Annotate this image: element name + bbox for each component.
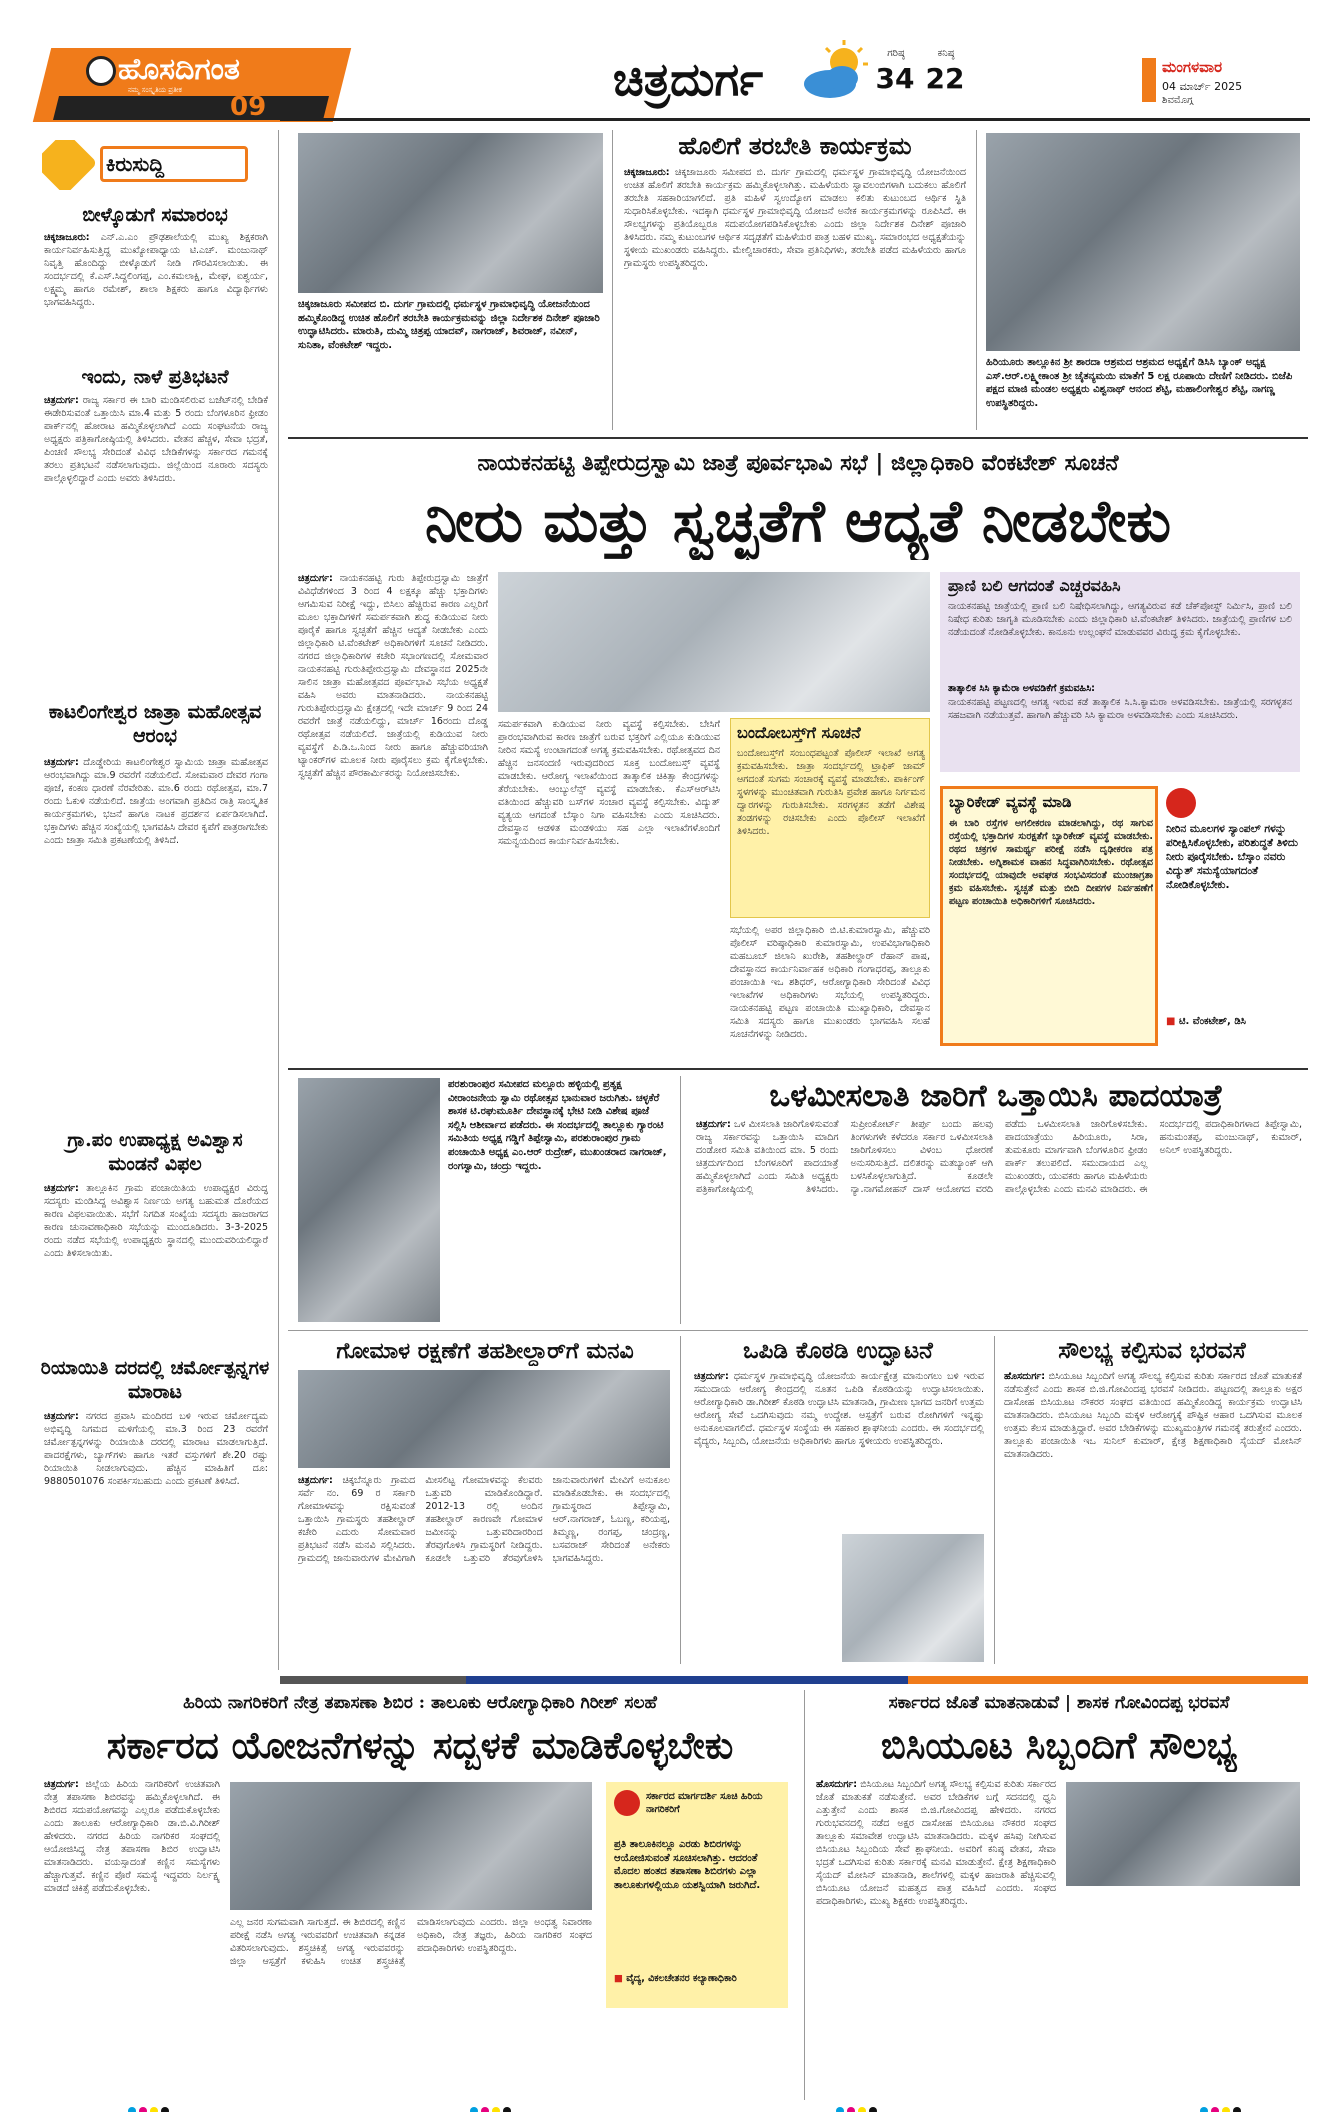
- bottom-left-col-2: ಎಲ್ಲ ಜನರ ಸುಗಮವಾಗಿ ಸಾಗುತ್ತದೆ. ಈ ಶಿಬಿರದಲ್ಲಿ ಕಣ್ಣಿನ ಪರೀಕ್ಷೆ ನಡೆಸಿ ಅಗತ್ಯ ಇರುವವರಿಗೆ ಉಚಿತವಾಗಿ ಕನ್ನಡಕ ವಿತರಿಸಲಾಗುವುದು. ಶಸ್ತ್ರಚಿಕಿತ್ಸೆ ಅಗತ್ಯ ಇರುವವರನ್ನು ಜಿಲ್ಲಾ ಆಸ್ಪತ್ರೆಗೆ ಕಳುಹಿಸಿ ಉಚಿತ ಶಸ್ತ್ರಚಿಕಿತ್ಸೆ ಮಾಡಿಸಲಾಗುವುದು ಎಂದರು. ಜಿಲ್ಲಾ ಅಂಧತ್ವ ನಿವಾರಣಾ ಅಧಿಕಾರಿ, ನೇತ್ರ ತಜ್ಞರು, ಹಿರಿಯ ನಾಗರಿಕರ ಸಂಘದ ಪದಾಧಿಕಾರಿಗಳು ಉಪಸ್ಥಿತರಿದ್ದರು.: [230, 1917, 592, 1967]
- sidebar-body-2: ರಾಜ್ಯ ಸರ್ಕಾರ ಈ ಬಾರಿ ಮಂಡಿಸಲಿರುವ ಬಜೆಟ್‌ನಲ್ಲಿ ಬೇಡಿಕೆ ಈಡೇರಿಸುವಂತೆ ಒತ್ತಾಯಿಸಿ ಮಾ.4 ಮತ್ತು 5 ರಂದು ಬೆಂಗಳೂರಿನ ಫ್ರೀಡಂ ಪಾರ್ಕ್‌ನಲ್ಲಿ ಹೋರಾಟ ಹಮ್ಮಿಕೊಳ್ಳಲಾಗಿದೆ ಎಂದು ಸಂಘಟನೆಯ ರಾಜ್ಯ ಅಧ್ಯಕ್ಷರು ಪತ್ರಿಕಾಗೋಷ್ಠಿಯಲ್ಲಿ ತಿಳಿಸಿದರು. ವೇತನ ಹೆಚ್ಚಳ, ಸೇವಾ ಭದ್ರತೆ, ಪಿಂಚಣಿ ಸೌಲಭ್ಯ ಸೇರಿದಂತೆ ವಿವಿಧ ಬೇಡಿಕೆಗಳನ್ನು ಸರ್ಕಾರದ ಗಮನಕ್ಕೆ ತರಲು ಪ್ರತಿಭಟನೆ ನಡೆಸಲಾಗುವುದು. ಜಿಲ್ಲೆಯಿಂದ ನೂರಾರು ಸದಸ್ಯರು ಪಾಲ್ಗೊಳ್ಳಲಿದ್ದಾರೆ ಎಂದು ಅವರು ತಿಳಿಸಿದರು.: [44, 395, 268, 484]
- sidebar-title-5: ರಿಯಾಯಿತಿ ದರದಲ್ಲಿ ಚರ್ಮೋತ್ಪನ್ನಗಳ ಮಾರಾಟ: [40, 1357, 270, 1403]
- kirusuddi-label: ಕಿರುಸುದ್ದಿ: [106, 152, 165, 176]
- bottom-left-col-1: [44, 1778, 220, 2104]
- day-label: ಮಂಗಳವಾರ: [1162, 58, 1223, 76]
- sidebar-dateline-2: ಚಿತ್ರದುರ್ಗ:: [44, 395, 79, 406]
- date-label: 04 ಮಾರ್ಚ್ 2025: [1162, 80, 1243, 93]
- registration-marks-4: [1200, 2100, 1260, 2112]
- registration-marks-2: [470, 2100, 530, 2112]
- bottom-band-dark: [280, 1676, 466, 1684]
- bandobast-text: ಬಂದೋಬಸ್ತ್‌ಗೆ ಸಂಬಂಧಪಟ್ಟಂತೆ ಪೊಲೀಸ್ ಇಲಾಖೆ ಅಗತ್ಯ ಕ್ರಮವಹಿಸಬೇಕು. ಜಾತ್ರಾ ಸಂದರ್ಭದಲ್ಲಿ ಟ್ರಾಫಿಕ್ ಜಾಮ್ ಆಗದಂತೆ ಸುಗಮ ಸಂಚಾರಕ್ಕೆ ವ್ಯವಸ್ಥೆ ಮಾಡಬೇಕು. ಪಾರ್ಕಿಂಗ್ ಸ್ಥಳಗಳನ್ನು ಮುಂಚಿತವಾಗಿ ಗುರುತಿಸಿ ಪ್ರವೇಶ ಹಾಗೂ ನಿರ್ಗಮನ ದ್ವಾರಗಳನ್ನು ಗುರುತಿಸಬೇಕು. ಸರಗಳ್ಳತನ ತಡೆಗೆ ವಿಶೇಷ ತಂಡಗಳನ್ನು ರಚಿಸಬೇಕು ಎಂದು ಪೊಲೀಸ್ ಇಲಾಖೆಗೆ ತಿಳಿಸಿದರು.: [737, 748, 925, 837]
- lead-col-1: [298, 572, 488, 1062]
- gomala-body: ಚಿಕ್ಕಬೆನ್ನೂರು ಗ್ರಾಮದ ಸರ್ವೆ ನಂ. 69 ರ ಸರ್ಕಾರಿ ಗೋಮಾಳವನ್ನು ರಕ್ಷಿಸುವಂತೆ ಒತ್ತಾಯಿಸಿ ಗ್ರಾಮಸ್ಥರು ತಹಶೀಲ್ದಾರ್ ಕಚೇರಿ ಎದುರು ಸೋಮವಾರ ಪ್ರತಿಭಟನೆ ನಡೆಸಿ ಮನವಿ ಸಲ್ಲಿಸಿದರು. ಗ್ರಾಮದಲ್ಲಿ ಜಾನುವಾರುಗಳ ಮೇವಿಗಾಗಿ ಮೀಸಲಿಟ್ಟ ಗೋಮಾಳವನ್ನು ಕೆಲವರು ಒತ್ತುವರಿ ಮಾಡಿಕೊಂಡಿದ್ದಾರೆ. 2012-13 ರಲ್ಲಿ ಅಂದಿನ ತಹಶೀಲ್ದಾರ್ ಕಾರಣವೇ ಗೋಮಾಳ ಜಮೀನನ್ನು ಒತ್ತುವರಿದಾರರಿಂದ ತೆರವುಗೊಳಿಸಿ ಗ್ರಾಮಸ್ಥರಿಗೆ ನೀಡಿದ್ದರು. ಕೂಡಲೇ ಒತ್ತುವರಿ ತೆರವುಗೊಳಿಸಿ ಜಾನುವಾರುಗಳಿಗೆ ಮೇವಿಗೆ ಅನುಕೂಲ ಮಾಡಿಕೊಡಬೇಕು. ಈ ಸಂದರ್ಭದಲ್ಲಿ ಗ್ರಾಮಸ್ಥರಾದ ತಿಪ್ಪೇಸ್ವಾಮಿ, ಆರ್.ನಾಗರಾಜ್, ಓಬಣ್ಣ, ಕರಿಯಪ್ಪ, ತಿಮ್ಮಣ್ಣ, ರಂಗಪ್ಪ, ಚಂದ್ರಣ್ಣ, ಬಸವರಾಜ್ ಸೇರಿದಂತೆ ಅನೇಕರು ಭಾಗವಹಿಸಿದ್ದರು.: [298, 1475, 670, 1564]
- bottom-left-kicker: ಹಿರಿಯ ನಾಗರಿಕರಿಗೆ ನೇತ್ರ ತಪಾಸಣಾ ಶಿಬಿರ : ತಾಲೂಕು ಆರೋಗ್ಯಾಧಿಕಾರಿ ಗಿರೀಶ್ ಸಲಹೆ: [183, 1693, 657, 1713]
- top-middle-title: ಹೊಲಿಗೆ ತರಬೇತಿ ಕಾರ್ಯಕ್ರಮ: [678, 131, 912, 160]
- bottom-left-photo: [230, 1782, 592, 1910]
- top-left-photo: [298, 133, 603, 293]
- logo-tagline: ನಮ್ಮ ಸಂಸ್ಕೃತಿಯ ಪ್ರತೀಕ: [128, 86, 182, 94]
- olameesalati-dateline: ಚಿತ್ರದುರ್ಗ:: [696, 1119, 731, 1130]
- bandobast-title: ಬಂದೋಬಸ್ತ್‌ಗೆ ಸೂಚನೆ: [737, 723, 861, 742]
- chariot-photo: [298, 1078, 440, 1322]
- sidebar-text-1: [44, 231, 268, 366]
- sidebar-body-5: ನಗರದ ಪ್ರವಾಸಿ ಮಂದಿರದ ಬಳಿ ಇರುವ ಚರ್ಮೋದ್ಯಮ ಅಭಿವೃದ್ಧಿ ನಿಗಮದ ಮಳಿಗೆಯಲ್ಲಿ ಮಾ.3 ರಿಂದ 23 ರವರೆಗೆ ಚರ್ಮೋತ್ಪನ್ನಗಳನ್ನು ರಿಯಾಯಿತಿ ದರದಲ್ಲಿ ಮಾರಾಟ ಮಾಡಲಾಗುತ್ತಿದೆ. ಪಾದರಕ್ಷೆಗಳು, ಬ್ಯಾಗ್‌ಗಳು ಹಾಗೂ ಇತರೆ ವಸ್ತುಗಳಿಗೆ ಶೇ.20 ರಷ್ಟು ರಿಯಾಯಿತಿ ನೀಡಲಾಗುವುದು. ಹೆಚ್ಚಿನ ಮಾಹಿತಿಗೆ ದೂ: 9880501076 ಸಂಪರ್ಕಿಸಬಹುದು ಎಂದು ಪ್ರಕಟಣೆ ತಿಳಿಸಿದೆ.: [44, 1411, 268, 1487]
- sidebar-title-3: ಕಾಟಲಿಂಗೇಶ್ವರ ಜಾತ್ರಾ ಮಹೋತ್ಸವ ಆರಂಭ: [48, 701, 262, 747]
- lead-headline: ನೀರು ಮತ್ತು ಸ್ವಚ್ಛತೆಗೆ ಆದ್ಯತೆ ನೀಡಬೇಕು: [424, 487, 1172, 555]
- masthead-rule: [280, 118, 1310, 121]
- divider-mid-3: [994, 1336, 995, 1664]
- gomala-dateline: ಚಿತ್ರದುರ್ಗ:: [298, 1475, 333, 1486]
- bottom-band-orange: [908, 1676, 1308, 1684]
- top-middle-dateline: ಚಿಕ್ಕಜಾಜೂರು:: [624, 167, 670, 178]
- lead-dateline: ಚಿತ್ರದುರ್ಗ:: [298, 573, 333, 584]
- registration-marks-3: [836, 2100, 896, 2112]
- bottom-right-photo: [1066, 1782, 1300, 1886]
- divider-top-1: [612, 130, 613, 430]
- sidebar-text-4: [44, 1182, 268, 1352]
- prani-title: ಪ್ರಾಣಿ ಬಲಿ ಆಗದಂತೆ ಎಚ್ಚರವಹಿಸಿ: [948, 576, 1121, 595]
- barricade-box: [940, 786, 1158, 1046]
- bottom-right-kicker: ಸರ್ಕಾರದ ಜೊತೆ ಮಾತನಾಡುವೆ | ಶಾಸಕ ಗೋವಿಂದಪ್ಪ ಭರವಸೆ: [888, 1693, 1230, 1713]
- quote-author-marker: ■: [1166, 1016, 1179, 1027]
- lead-col-3: ಸಭೆಯಲ್ಲಿ ಅಪರ ಜಿಲ್ಲಾಧಿಕಾರಿ ಬಿ.ಟಿ.ಕುಮಾರಸ್ವಾಮಿ, ಹೆಚ್ಚುವರಿ ಪೊಲೀಸ್ ವರಿಷ್ಠಾಧಿಕಾರಿ ಕುಮಾರಸ್ವಾಮಿ, ಉಪವಿಭಾಗಾಧಿಕಾರಿ ಮಹಬೂಬ್ ಜಿಲಾನಿ ಖುರೇಶಿ, ತಹಶೀಲ್ದಾರ್ ರೆಹಾನ್ ಪಾಷ, ದೇವಸ್ಥಾನದ ಕಾರ್ಯನಿರ್ವಾಹಕ ಅಧಿಕಾರಿ ಗಂಗಾಧರಪ್ಪ, ತಾಲ್ಲೂಕು ಪಂಚಾಯಿತಿ ಇಒ ಶಶಿಧರ್, ಆರೋಗ್ಯಾಧಿಕಾರಿ ಸೇರಿದಂತೆ ವಿವಿಧ ಇಲಾಖೆಗಳ ಅಧಿಕಾರಿಗಳು ಸಭೆಯಲ್ಲಿ ಉಪಸ್ಥಿತರಿದ್ದರು. ನಾಯಕನಹಟ್ಟಿ ಪಟ್ಟಣ ಪಂಚಾಯಿತಿ ಮುಖ್ಯಾಧಿಕಾರಿ, ದೇವಸ್ಥಾನ ಸಮಿತಿ ಸದಸ್ಯರು ಹಾಗೂ ಮುಖಂಡರು ಭಾಗವಹಿಸಿ ಸಲಹೆ ಸೂಚನೆಗಳನ್ನು ನೀಡಿದರು.: [730, 925, 930, 1040]
- sidebar-divider: [278, 130, 279, 1670]
- kirusuddi-badge: [42, 140, 252, 190]
- quote-box: [1166, 786, 1300, 1046]
- barricade-text: ಈ ಬಾರಿ ರಸ್ತೆಗಳ ಅಗಲೀಕರಣ ಮಾಡಲಾಗಿದ್ದು, ರಥ ಸಾಗುವ ರಸ್ತೆಯಲ್ಲಿ ಭಕ್ತಾದಿಗಳ ಸುರಕ್ಷತೆಗೆ ಬ್ಯಾರಿಕೇಡ್ ವ್ಯವಸ್ಥೆ ಮಾಡಬೇಕು. ರಥದ ಚಕ್ರಗಳ ಸಾಮರ್ಥ್ಯ ಪರೀಕ್ಷೆ ನಡೆಸಿ ದೃಢೀಕರಣ ಪತ್ರ ನೀಡಬೇಕು. ಅಗ್ನಿಶಾಮಕ ವಾಹನ ಸಿದ್ಧವಾಗಿರಿಸಬೇಕು. ರಥೋತ್ಸವ ಸಂದರ್ಭದಲ್ಲಿ ಯಾವುದೇ ಅವಘಡ ಸಂಭವಿಸದಂತೆ ಮುಂಜಾಗ್ರತಾ ಕ್ರಮ ವಹಿಸಬೇಕು. ಸ್ವಚ್ಛತೆ ಮತ್ತು ಬೀದಿ ದೀಪಗಳ ನಿರ್ವಹಣೆಗೆ ಪಟ್ಟಣ ಪಂಚಾಯಿತಿ ಅಧಿಕಾರಿಗಳಿಗೆ ಸೂಚಿಸಿದರು.: [949, 818, 1153, 907]
- bottom-left-headline: ಸರ್ಕಾರದ ಯೋಜನೆಗಳನ್ನು ಸದ್ಬಳಕೆ ಮಾಡಿಕೊಳ್ಳಬೇಕು: [106, 1723, 734, 1767]
- sidebar-dateline-5: ಚಿತ್ರದುರ್ಗ:: [44, 1411, 79, 1422]
- divider-row-2: [288, 1068, 1308, 1070]
- divider-top-2: [976, 130, 977, 430]
- sidebar-body-1: ಎನ್.ಎ.ಎಂ ಪ್ರೌಢಶಾಲೆಯಲ್ಲಿ ಮುಖ್ಯ ಶಿಕ್ಷಕರಾಗಿ ಕಾರ್ಯನಿರ್ವಹಿಸುತ್ತಿದ್ದ ಮುಖ್ಯೋಪಾಧ್ಯಾಯ ಟಿ.ಎಚ್. ಮಂಜುನಾಥ್ ನಿವೃತ್ತಿ ಹೊಂದಿದ್ದು ಬೀಳ್ಕೊಡುಗೆ ನೀಡಿ ಗೌರವಿಸಲಾಯಿತು. ಈ ಸಂದರ್ಭದಲ್ಲಿ ಕೆ.ಎಸ್.ಸಿದ್ದಲಿಂಗಪ್ಪ, ಎಂ.ಕಮಲಾಕ್ಷಿ, ಮೇಘ, ಐಶ್ವರ್ಯ, ಲಕ್ಷ್ಮಮ್ಮ ಹಾಗೂ ರಮೇಶ್, ಶಾಲಾ ಶಿಕ್ಷಕರು ಹಾಗೂ ವಿದ್ಯಾರ್ಥಿಗಳು ಭಾಗವಹಿಸಿದ್ದರು.: [44, 232, 268, 308]
- bottom-box-author: [614, 1972, 782, 2002]
- saulabhya-title: ಸೌಲಭ್ಯ ಕಲ್ಪಿಸುವ ಭರವಸೆ: [1058, 1337, 1246, 1364]
- masthead: [0, 0, 1339, 122]
- saulabhya-body: ಬಿಸಿಯೂಟ ಸಿಬ್ಬಂದಿಗೆ ಅಗತ್ಯ ಸೌಲಭ್ಯ ಕಲ್ಪಿಸುವ ಕುರಿತು ಸರ್ಕಾರದ ಜೊತೆ ಮಾತುಕತೆ ನಡೆಸುತ್ತೇನೆ ಎಂದು ಶಾಸಕ ಬಿ.ಜಿ.ಗೋವಿಂದಪ್ಪ ಭರವಸೆ ನೀಡಿದರು. ಪಟ್ಟಣದಲ್ಲಿ ತಾಲ್ಲೂಕು ಅಕ್ಷರ ದಾಸೋಹ ಬಿಸಿಯೂಟ ನೌಕರರ ಸಂಘದ ವತಿಯಿಂದ ಹಮ್ಮಿಕೊಂಡಿದ್ದ ಕಾರ್ಯಕ್ರಮ ಉದ್ಘಾಟಿಸಿ ಮಾತನಾಡಿದರು. ಬಿಸಿಯೂಟ ಸಿಬ್ಬಂದಿ ಮಕ್ಕಳ ಆರೋಗ್ಯಕ್ಕೆ ಪೌಷ್ಟಿಕ ಆಹಾರ ಒದಗಿಸುವ ಮೂಲಕ ಉತ್ತಮ ಕೆಲಸ ಮಾಡುತ್ತಿದ್ದಾರೆ. ಅವರ ಬೇಡಿಕೆಗಳನ್ನು ಮುಖ್ಯಮಂತ್ರಿಗಳ ಗಮನಕ್ಕೆ ತರುತ್ತೇನೆ ಎಂದರು. ತಾಲ್ಲೂಕು ಪಂಚಾಯಿತಿ ಇಒ ಸುನಿಲ್ ಕುಮಾರ್, ಕ್ಷೇತ್ರ ಶಿಕ್ಷಣಾಧಿಕಾರಿ ಸೈಯದ್ ಮೋಸಿನ್ ಮಾತನಾಡಿದರು.: [1004, 1371, 1302, 1460]
- opd-title: ಒಪಿಡಿ ಕೊಠಡಿ ಉದ್ಘಾಟನೆ: [743, 1337, 933, 1364]
- place-label: ಶಿವಮೊಗ್ಗ: [1162, 95, 1194, 106]
- lead-col-1-body: ನಾಯಕನಹಟ್ಟಿ ಗುರು ತಿಪ್ಪೇರುದ್ರಸ್ವಾಮಿ ಜಾತ್ರೆಗೆ ವಿವಿಧೆಡೆಗಳಿಂದ 3 ರಿಂದ 4 ಲಕ್ಷಕ್ಕೂ ಹೆಚ್ಚು ಭಕ್ತಾದಿಗಳು ಆಗಮಿಸುವ ನಿರೀಕ್ಷೆ ಇದ್ದು, ಬಿಸಿಲು ಹೆಚ್ಚಿರುವ ಕಾರಣ ಎಲ್ಲರಿಗೆ ಮೂಲ ಭಕ್ತಾದಿಗಳಿಗೆ ಸಮರ್ಪಕವಾಗಿ ಶುದ್ಧ ಕುಡಿಯುವ ನೀರು ಪೂರೈಕೆ ಹಾಗೂ ಸ್ವಚ್ಛತೆಗೆ ಹೆಚ್ಚಿನ ಆದ್ಯತೆ ನೀಡಬೇಕು ಎಂದು ಜಿಲ್ಲಾಧಿಕಾರಿ ಟಿ.ವೆಂಕಟೇಶ್ ಅಧಿಕಾರಿಗಳಿಗೆ ಸೂಚನೆ ನೀಡಿದರು. ನಗರದ ಜಿಲ್ಲಾಧಿಕಾರಿಗಳ ಕಚೇರಿ ಸಭಾಂಗಣದಲ್ಲಿ ಸೋಮವಾರ ನಾಯಕನಹಟ್ಟಿ ಗುರುತಿಪ್ಪೇರುದ್ರಸ್ವಾಮಿ ದೇವಸ್ಥಾನದ 2025ನೇ ಸಾಲಿನ ಜಾತ್ರಾ ಮಹೋತ್ಸವದ ಪೂರ್ವಭಾವಿ ಸಭೆಯ ಅಧ್ಯಕ್ಷತೆ ವಹಿಸಿ ಅವರು ಮಾತನಾಡಿದರು. ನಾಯಕನಹಟ್ಟಿ ಗುರುತಿಪ್ಪೇರುದ್ರಸ್ವಾಮಿ ಕ್ಷೇತ್ರದಲ್ಲಿ ಇದೇ ಮಾರ್ಚ್ 9 ರಿಂದ 24 ರವರೆಗೆ ಜಾತ್ರೆ ನಡೆಯಲಿದ್ದು, ಮಾರ್ಚ್ 16ರಂದು ದೊಡ್ಡ ರಥೋತ್ಸವ ನಡೆಯಲಿದೆ. ಜಾತ್ರೆಯಲ್ಲಿ ಕುಡಿಯುವ ನೀರು ವ್ಯವಸ್ಥೆಗೆ ಪಿ.ಡಿ.ಒ.ನಿಂದ ನೀರು ಹಾಗೂ ಹೆಚ್ಚುವರಿಯಾಗಿ ಟ್ಯಾಂಕರ್‌ಗಳ ಮೂಲಕ ನೀರು ಪೂರೈಸಲು ಕ್ರಮ ಕೈಗೊಳ್ಳಬೇಕು. ಸ್ವಚ್ಛತೆಗೆ ಹೆಚ್ಚಿನ ಪೌರಕಾರ್ಮಿಕರನ್ನು ನಿಯೋಜಿಸಬೇಕು.: [298, 573, 488, 779]
- bottom-box-title: ಸರ್ಕಾರದ ಮಾರ್ಗದರ್ಶಿ ಸೂಚಿ ಹಿರಿಯ ನಾಗರಿಕರಿಗೆ: [646, 1791, 763, 1815]
- chariot-caption: ಪರಶುರಾಂಪುರ ಸಮೀಪದ ಮಲ್ಲೂರು ಹಳ್ಳಿಯಲ್ಲಿ ಪ್ರತ್ಯಕ್ಷ ವೀರಾಂಜನೇಯ ಸ್ವಾಮಿ ರಥೋತ್ಸವ ಭಾನುವಾರ ಜರುಗಿತು. ಚಳ್ಳಕೆರೆ ಶಾಸಕ ಟಿ.ರಘುಮೂರ್ತಿ ದೇವಸ್ಥಾನಕ್ಕೆ ಭೇಟಿ ನೀಡಿ ವಿಶೇಷ ಪೂಜೆ ಸಲ್ಲಿಸಿ ಆಶೀರ್ವಾದ ಪಡೆದರು. ಈ ಸಂದರ್ಭದಲ್ಲಿ ತಾಲ್ಲೂಕು ಗ್ಯಾರಂಟಿ ಸಮಿತಿಯ ಅಧ್ಯಕ್ಷ ಗಡ್ಡಿಗೆ ತಿಪ್ಪೇಸ್ವಾಮಿ, ಪರಶುರಾಂಪುರ ಗ್ರಾಮ ಪಂಚಾಯಿತಿ ಅಧ್ಯಕ್ಷ ಎಂ.ಆರ್ ರುದ್ರೇಶ್, ಮುಖಂಡರಾದ ನಾಗರಾಜ್, ರಂಗಸ್ವಾಮಿ, ಚಂದ್ರು ಇದ್ದರು.: [448, 1079, 667, 1172]
- saulabhya-dateline: ಹೊಸದುರ್ಗ:: [1004, 1371, 1046, 1382]
- bandobast-box: [730, 718, 930, 918]
- lead-photo: [498, 572, 930, 712]
- lead-col-2: ಸಮರ್ಪಕವಾಗಿ ಕುಡಿಯುವ ನೀರು ವ್ಯವಸ್ಥೆ ಕಲ್ಪಿಸಬೇಕು. ಬೇಸಿಗೆ ಪ್ರಾರಂಭವಾಗಿರುವ ಕಾರಣ ಜಾತ್ರೆಗೆ ಬರುವ ಭಕ್ತರಿಗೆ ಎಲ್ಲಿಯೂ ಕುಡಿಯುವ ನೀರಿನ ಸಮಸ್ಯೆ ಉಂಟಾಗದಂತೆ ಅಗತ್ಯ ಕ್ರಮವಹಿಸಬೇಕು. ರಥೋತ್ಸವದ ದಿನ ಹೆಚ್ಚಿನ ಜನಸಂದಣಿ ಇರುವುದರಿಂದ ಸೂಕ್ತ ಬಂದೋಬಸ್ತ್ ವ್ಯವಸ್ಥೆ ಮಾಡಬೇಕು. ಆರೋಗ್ಯ ಇಲಾಖೆಯಿಂದ ತಾತ್ಕಾಲಿಕ ಚಿಕಿತ್ಸಾ ಕೇಂದ್ರಗಳನ್ನು ತೆರೆಯಬೇಕು. ಆಂಬ್ಯುಲೆನ್ಸ್ ವ್ಯವಸ್ಥೆ ಮಾಡಬೇಕು. ಕೆಎಸ್‌ಆರ್‌ಟಿಸಿ ವತಿಯಿಂದ ಹೆಚ್ಚುವರಿ ಬಸ್‌ಗಳ ಸಂಚಾರ ವ್ಯವಸ್ಥೆ ಕಲ್ಪಿಸಬೇಕು. ವಿದ್ಯುತ್ ವ್ಯತ್ಯಯ ಆಗದಂತೆ ಬೆಸ್ಕಾಂ ನಿಗಾ ವಹಿಸಬೇಕು ಎಂದು ಸೂಚಿಸಿದರು. ದೇವಸ್ಥಾನ ಆಡಳಿತ ಮಂಡಳಿಯು ಸಹ ಎಲ್ಲಾ ಇಲಾಖೆಗಳೊಂದಿಗೆ ಸಮನ್ವಯದಿಂದ ಕಾರ್ಯನಿರ್ವಹಿಸಬೇಕು.: [498, 719, 720, 847]
- sidebar-text-5: [44, 1410, 268, 1640]
- bottom-right-body: ಬಿಸಿಯೂಟ ಸಿಬ್ಬಂದಿಗೆ ಅಗತ್ಯ ಸೌಲಭ್ಯ ಕಲ್ಪಿಸುವ ಕುರಿತು ಸರ್ಕಾರದ ಜೊತೆ ಮಾತುಕತೆ ನಡೆಸುತ್ತೇನೆ. ಅವರ ಬೇಡಿಕೆಗಳ ಬಗ್ಗೆ ಸದನದಲ್ಲಿ ಧ್ವನಿ ಎತ್ತುತ್ತೇನೆ ಎಂದು ಶಾಸಕ ಬಿ.ಜಿ.ಗೋವಿಂದಪ್ಪ ಹೇಳಿದರು. ನಗರದ ಗುರುಭವನದಲ್ಲಿ ನಡೆದ ಅಕ್ಷರ ದಾಸೋಹ ಬಿಸಿಯೂಟ ನೌಕರರ ಸಂಘದ ತಾಲ್ಲೂಕು ಸಮಾವೇಶ ಉದ್ಘಾಟಿಸಿ ಮಾತನಾಡಿದರು. ಮಕ್ಕಳ ಹಸಿವು ನೀಗಿಸುವ ಬಿಸಿಯೂಟ ಸಿಬ್ಬಂದಿಯ ಸೇವೆ ಶ್ಲಾಘನೀಯ. ಅವರಿಗೆ ಕನಿಷ್ಠ ವೇತನ, ಸೇವಾ ಭದ್ರತೆ ಒದಗಿಸುವ ಕುರಿತು ಸರ್ಕಾರಕ್ಕೆ ಮನವಿ ಮಾಡುತ್ತೇನೆ. ಕ್ಷೇತ್ರ ಶಿಕ್ಷಣಾಧಿಕಾರಿ ಸೈಯದ್ ಮೋಸಿನ್ ಮಾತನಾಡಿ, ಶಾಲೆಗಳಲ್ಲಿ ಮಕ್ಕಳ ಹಾಜರಾತಿ ಹೆಚ್ಚಿಸುವಲ್ಲಿ ಬಿಸಿಯೂಟ ಯೋಜನೆ ಮಹತ್ವದ ಪಾತ್ರ ವಹಿಸಿದೆ ಎಂದರು. ಸಂಘದ ಪದಾಧಿಕಾರಿಗಳು, ಮುಖ್ಯ ಶಿಕ್ಷಕರು ಉಪಸ್ಥಿತರಿದ್ದರು.: [816, 1779, 1056, 1907]
- quote-text: ನೀರಿನ ಮೂಲಗಳ ಸ್ಯಾಂಪಲ್ ಗಳನ್ನು ಪರೀಕ್ಷಿಸಿಕೊಳ್ಳಬೇಕು, ಪರಿಶುದ್ಧತೆ ತಿಳಿದು ನೀರು ಪೂರೈಸಬೇಕು. ಬೆಸ್ಕಾಂ ನವರು ವಿದ್ಯುತ್ ಸಮಸ್ಯೆಯಾಗದಂತೆ ನೋಡಿಕೊಳ್ಳಬೇಕು.: [1166, 823, 1298, 891]
- opd-dateline: ಚಿತ್ರದುರ್ಗ:: [694, 1371, 729, 1382]
- top-middle-text: [624, 166, 966, 428]
- sidebar-title-4: ಗ್ರಾ.ಪಂ ಉಪಾಧ್ಯಕ್ಷ ಅವಿಶ್ವಾಸ ಮಂಡನೆ ವಿಫಲ: [67, 1129, 243, 1175]
- sidebar-text-2: [44, 394, 268, 690]
- gomala-text: [298, 1474, 670, 1664]
- prani-text-2: ನಾಯಕನಹಟ್ಟಿ ಪಟ್ಟಣದಲ್ಲಿ ಆಗತ್ಯ ಇರುವ ಕಡೆ ತಾತ್ಕಾಲಿಕ ಸಿ.ಸಿ.ಕ್ಯಾಮರಾ ಅಳವಡಿಸಬೇಕು. ಜಾತ್ರೆಯಲ್ಲಿ ಸರಗಳ್ಳತನ ಸಹಜವಾಗಿ ನಡೆಯುತ್ತವೆ. ಹಾಗಾಗಿ ಹೆಚ್ಚುವರಿ ಸಿಸಿ ಕ್ಯಾಮರಾ ಅಳವಡಿಸಬೇಕು ಎಂದು ಸೂಚಿಸಿದರು.: [948, 697, 1292, 721]
- top-left-caption: ಚಿಕ್ಕಜಾಜೂರು ಸಮೀಪದ ಬಿ. ದುರ್ಗ ಗ್ರಾಮದಲ್ಲಿ ಧರ್ಮಸ್ಥಳ ಗ್ರಾಮಾಭಿವೃದ್ಧಿ ಯೋಜನೆಯಿಂದ ಹಮ್ಮಿಕೊಂಡಿದ್ದ ಉಚಿತ ಹೊಲಿಗೆ ತರಬೇತಿ ಕಾರ್ಯಕ್ರಮವನ್ನು ಜಿಲ್ಲಾ ನಿರ್ದೇಶಕ ದಿನೇಶ್ ಪೂಜಾರಿ ಉದ್ಘಾಟಿಸಿದರು. ಮಾರುತಿ, ದುಮ್ಮಿ ಚಿತ್ರಪ್ಪ ಯಾದವ್, ನಾಗರಾಜ್, ಶಿವರಾಜ್, ನವೀನ್, ಸುನಿತಾ, ವೆಂಕಟೇಶ್ ಇದ್ದರು.: [298, 299, 600, 351]
- sidebar-title-1: ಬೀಳ್ಕೊಡುಗೆ ಸಮಾರಂಭ: [82, 204, 228, 226]
- max-temp-label: ಗರಿಷ್ಠ: [887, 48, 905, 59]
- bottom-box-text: ಪ್ರತಿ ತಾಲೂಕಿನಲ್ಲೂ ಎರಡು ಶಿಬಿರಗಳನ್ನು ಆಯೋಜಿಸುವಂತೆ ಸೂಚಿಸಲಾಗಿತ್ತು. ಆದರಂತೆ ಮೊದಲ ಹಂತದ ತಪಾಸಣಾ ಶಿಬಿರಗಳು ಎಲ್ಲಾ ತಾಲೂಕುಗಳಲ್ಲಿಯೂ ಯಶಸ್ವಿಯಾಗಿ ಜರುಗಿದೆ.: [614, 1839, 761, 1891]
- divider-mid-1: [680, 1076, 681, 1324]
- prani-text: ನಾಯಕನಹಟ್ಟಿ ಜಾತ್ರೆಯಲ್ಲಿ ಪ್ರಾಣಿ ಬಲಿ ನಿಷೇಧಿಸಲಾಗಿದ್ದು, ಆಗತ್ಯವಿರುವ ಕಡೆ ಚೆಕ್‌ಪೋಸ್ಟ್ ನಿರ್ಮಿಸಿ, ಪ್ರಾಣಿ ಬಲಿ ನಿಷೇಧ ಕುರಿತು ಜಾಗೃತಿ ಮೂಡಿಸಬೇಕು ಎಂದು ಜಿಲ್ಲಾಧಿಕಾರಿ ಟಿ.ವೆಂಕಟೇಶ್ ತಿಳಿಸಿದರು. ಜಾತ್ರೆಯಲ್ಲಿ ಪ್ರಾಣಿಗಳ ಬಲಿ ನಡೆಯದಂತೆ ನೋಡಿಕೊಳ್ಳಬೇಕು. ಕಾನೂನು ಉಲ್ಲಂಘನೆ ಮಾಡುವವರ ವಿರುದ್ಧ ಕ್ರಮ ಕೈಗೊಳ್ಳಬೇಕು.: [948, 601, 1292, 638]
- max-temp: 34: [875, 62, 915, 95]
- bottom-box-author-name: ವೈದ್ಯ, ವಿಕಲಚೇತನರ ಕಲ್ಯಾಣಾಧಿಕಾರಿ: [626, 1973, 737, 1984]
- quote-author: [1166, 1016, 1300, 1032]
- bottom-box-icon: [614, 1790, 640, 1816]
- bottom-band-blue: [466, 1676, 908, 1684]
- lead-kicker: ನಾಯಕನಹಟ್ಟಿ ತಿಪ್ಪೇರುದ್ರಸ್ವಾಮಿ ಜಾತ್ರೆ ಪೂರ್ವಭಾವಿ ಸಭೆ | ಜಿಲ್ಲಾಧಿಕಾರಿ ವೆಂಕಟೇಶ್ ಸೂಚನೆ: [477, 450, 1119, 476]
- bottom-left-col-1-body: ಜಿಲ್ಲೆಯ ಹಿರಿಯ ನಾಗರಿಕರಿಗೆ ಉಚಿತವಾಗಿ ನೇತ್ರ ತಪಾಸಣಾ ಶಿಬಿರವನ್ನು ಹಮ್ಮಿಕೊಳ್ಳಲಾಗಿದೆ. ಈ ಶಿಬಿರದ ಸದುಪಯೋಗವನ್ನು ಎಲ್ಲರೂ ಪಡೆದುಕೊಳ್ಳಬೇಕು ಎಂದು ತಾಲೂಕು ಆರೋಗ್ಯಾಧಿಕಾರಿ ಡಾ.ಬಿ.ವಿ.ಗಿರೀಶ್ ಹೇಳಿದರು. ನಗರದ ಹಿರಿಯ ನಾಗರಿಕರ ಸಂಘದಲ್ಲಿ ಆಯೋಜಿಸಿದ್ದ ನೇತ್ರ ತಪಾಸಣಾ ಶಿಬಿರ ಉದ್ಘಾಟಿಸಿ ಮಾತನಾಡಿದರು. ವಯಸ್ಸಾದಂತೆ ಕಣ್ಣಿನ ಸಮಸ್ಯೆಗಳು ಹೆಚ್ಚಾಗುತ್ತವೆ. ಕಣ್ಣಿನ ಪೊರೆ ಸಮಸ್ಯೆ ಇದ್ದವರು ನಿರ್ಲಕ್ಷ್ಯ ಮಾಡದೆ ಚಿಕಿತ್ಸೆ ಪಡೆದುಕೊಳ್ಳಬೇಕು.: [44, 1779, 220, 1894]
- bottom-left-dateline: ಚಿತ್ರದುರ್ಗ:: [44, 1779, 79, 1790]
- top-right-photo: [986, 133, 1300, 351]
- page-number: 09: [230, 93, 267, 121]
- sidebar-title-2: ಇಂದು, ನಾಳೆ ಪ್ರತಿಭಟನೆ: [81, 366, 229, 388]
- date-bar: [1142, 58, 1156, 102]
- opd-text-1: [694, 1370, 984, 1530]
- bottom-right-col-1: [816, 1778, 1056, 2104]
- barricade-title: ಬ್ಯಾರಿಕೇಡ್ ವ್ಯವಸ್ಥೆ ಮಾಡಿ: [949, 793, 1072, 811]
- quote-author-name: ಟಿ. ವೆಂಕಟೇಶ್, ಡಿಸಿ: [1178, 1016, 1246, 1027]
- sidebar-dateline-4: ಚಿತ್ರದುರ್ಗ:: [44, 1183, 79, 1194]
- kirusuddi-hand-icon: [42, 140, 98, 190]
- divider-bottom: [804, 1690, 805, 2100]
- bottom-box-author-marker: ■: [614, 1973, 627, 1984]
- sidebar-body-4: ತಾಲ್ಲೂಕಿನ ಗ್ರಾಮ ಪಂಚಾಯಿತಿಯ ಉಪಾಧ್ಯಕ್ಷರ ವಿರುದ್ಧ ಸದಸ್ಯರು ಮಂಡಿಸಿದ್ದ ಅವಿಶ್ವಾಸ ನಿರ್ಣಯ ಅಗತ್ಯ ಬಹುಮತ ದೊರೆಯದ ಕಾರಣ ವಿಫಲವಾಯಿತು. ಸಭೆಗೆ ನಿಗದಿತ ಸಂಖ್ಯೆಯ ಸದಸ್ಯರು ಹಾಜರಾಗದ ಕಾರಣ ಚುನಾವಣಾಧಿಕಾರಿ ಸಭೆಯನ್ನು ಮುಂದೂಡಿದರು. 3-3-2025 ರಂದು ನಡೆದ ಸಭೆಯಲ್ಲಿ ಉಪಾಧ್ಯಕ್ಷರು ಸ್ಥಾನದಲ್ಲಿ ಮುಂದುವರಿಯಲಿದ್ದಾರೆ ಎಂದು ತಿಳಿಸಲಾಯಿತು.: [44, 1183, 268, 1259]
- sidebar-dateline-1: ಚಿಕ್ಕಜಾಜೂರು:: [44, 232, 90, 243]
- top-right-caption: ಹಿರಿಯೂರು ತಾಲ್ಲೂಕಿನ ಶ್ರೀ ಶಾರದಾ ಆಶ್ರಮದ ಆಶ್ರಮದ ಅಧ್ಯಕ್ಷೆಗೆ ಡಿಸಿಸಿ ಬ್ಯಾಂಕ್ ಅಧ್ಯಕ್ಷ ಎಸ್.ಆರ್.ಲಕ್ಷ್ಮೀಕಾಂತ ಶ್ರೀ ಚೈತನ್ಯಮಯಿ ಮಾತೆಗೆ 5 ಲಕ್ಷ ರೂಪಾಯಿ ದೇಣಿಗೆ ನೀಡಿದರು. ಬಿಜೆಪಿ ಪಕ್ಷದ ಮಾಜಿ ಮಂಡಲ ಅಧ್ಯಕ್ಷರು ವಿಶ್ವನಾಥ್ ಆನಂದ ಶೆಟ್ಟಿ, ಮಹಾಲಿಂಗೇಶ್ವರ ಶೆಟ್ಟಿ, ನಾಗಣ್ಣ ಉಪಸ್ಥಿತರಿದ್ದರು.: [986, 357, 1293, 409]
- top-middle-body: ಚಿಕ್ಕಜಾಜೂರು ಸಮೀಪದ ಬಿ. ದುರ್ಗ ಗ್ರಾಮದಲ್ಲಿ ಧರ್ಮಸ್ಥಳ ಗ್ರಾಮಾಭಿವೃದ್ಧಿ ಯೋಜನೆಯಿಂದ ಉಚಿತ ಹೊಲಿಗೆ ತರಬೇತಿ ಕಾರ್ಯಕ್ರಮ ಹಮ್ಮಿಕೊಳ್ಳಲಾಗಿತ್ತು. ಮಹಿಳೆಯರು ಸ್ವಾವಲಂಬಿಗಳಾಗಿ ಬದುಕಲು ಹೊಲಿಗೆ ತರಬೇತಿ ಸಹಕಾರಿಯಾಗಲಿದೆ. ಪ್ರತಿ ಮಹಿಳೆ ಸ್ವಉದ್ಯೋಗ ಮಾಡಲು ಕಲಿತು ಕುಟುಂಬದ ಆರ್ಥಿಕ ಸ್ಥಿತಿ ಸುಧಾರಿಸಿಕೊಳ್ಳಬೇಕು. ಇದಕ್ಕಾಗಿ ಧರ್ಮಸ್ಥಳ ಗ್ರಾಮಾಭಿವೃದ್ಧಿ ಯೋಜನೆ ಅನೇಕ ಕಾರ್ಯಕ್ರಮಗಳನ್ನು ರೂಪಿಸಿದೆ. ಈ ಸೌಲಭ್ಯಗಳನ್ನು ಪ್ರತಿಯೊಬ್ಬರೂ ಸದುಪಯೋಗಪಡಿಸಿಕೊಳ್ಳಬೇಕು ಎಂದು ಜಿಲ್ಲಾ ನಿರ್ದೇಶಕ ದಿನೇಶ್ ಪೂಜಾರಿ ತಿಳಿಸಿದರು. ನಮ್ಮ ಕುಟುಂಬಗಳ ಆರ್ಥಿಕ ಸದೃಢತೆಗೆ ಮಹಿಳೆಯರ ಪಾತ್ರ ಬಹಳ ಮುಖ್ಯ. ಸಮಾರಂಭದ ಅಧ್ಯಕ್ಷತೆಯನ್ನು ಸ್ಥಳೀಯ ಮುಖಂಡರು ವಹಿಸಿದ್ದರು. ಮೇಲ್ವಿಚಾರಕರು, ಸೇವಾ ಪ್ರತಿನಿಧಿಗಳು, ತರಬೇತಿ ಪಡೆದ ಮಹಿಳೆಯರು ಹಾಗೂ ಗ್ರಾಮಸ್ಥರು ಉಪಸ್ಥಿತರಿದ್ದರು.: [624, 167, 966, 269]
- edition-title: ಚಿತ್ರದುರ್ಗ: [612, 52, 764, 106]
- olameesalati-body: ಒಳ ಮೀಸಲಾತಿ ಜಾರಿಗೊಳಿಸುವಂತೆ ರಾಜ್ಯ ಸರ್ಕಾರವನ್ನು ಒತ್ತಾಯಿಸಿ ಮಾದಿಗ ದಂಡೋರ ಸಮಿತಿ ವತಿಯಿಂದ ಮಾ. 5 ರಂದು ಚಿತ್ರದುರ್ಗದಿಂದ ಬೆಂಗಳೂರಿಗೆ ಪಾದಯಾತ್ರೆ ಹಮ್ಮಿಕೊಳ್ಳಲಾಗಿದೆ ಎಂದು ಸಮಿತಿ ಅಧ್ಯಕ್ಷರು ಪತ್ರಿಕಾಗೋಷ್ಠಿಯಲ್ಲಿ ತಿಳಿಸಿದರು. ಸುಪ್ರೀಂಕೋರ್ಟ್ ತೀರ್ಪು ಬಂದು ಹಲವು ತಿಂಗಳುಗಳೇ ಕಳೆದರೂ ಸರ್ಕಾರ ಒಳಮೀಸಲಾತಿ ಜಾರಿಗೊಳಿಸಲು ವಿಳಂಬ ಧೋರಣೆ ಅನುಸರಿಸುತ್ತಿದೆ. ದಲಿತರನ್ನು ಮತಬ್ಯಾಂಕ್ ಆಗಿ ಬಳಸಿಕೊಳ್ಳಲಾಗುತ್ತಿದೆ. ಕೂಡಲೇ ನ್ಯಾ.ನಾಗಮೋಹನ್ ದಾಸ್ ಆಯೋಗದ ವರದಿ ಪಡೆದು ಒಳಮೀಸಲಾತಿ ಜಾರಿಗೊಳಿಸಬೇಕು. ಪಾದಯಾತ್ರೆಯು ಹಿರಿಯೂರು, ಸಿರಾ, ತುಮಕೂರು ಮಾರ್ಗವಾಗಿ ಬೆಂಗಳೂರಿನ ಫ್ರೀಡಂ ಪಾರ್ಕ್ ತಲುಪಲಿದೆ. ಸಮುದಾಯದ ಎಲ್ಲ ಮುಖಂಡರು, ಯುವಕರು ಹಾಗೂ ಮಹಿಳೆಯರು ಪಾಲ್ಗೊಳ್ಳಬೇಕು ಎಂದು ಮನವಿ ಮಾಡಿದರು. ಈ ಸಂದರ್ಭದಲ್ಲಿ ಪದಾಧಿಕಾರಿಗಳಾದ ತಿಪ್ಪೇಸ್ವಾಮಿ, ಹನುಮಂತಪ್ಪ, ಮಂಜುನಾಥ್, ಕುಮಾರ್, ಅನಿಲ್ ಉಪಸ್ಥಿತರಿದ್ದರು.: [696, 1119, 1302, 1195]
- gomala-photo: [298, 1370, 670, 1468]
- sidebar-dateline-3: ಚಿತ್ರದುರ್ಗ:: [44, 757, 79, 768]
- opd-body: ಧರ್ಮಸ್ಥಳ ಗ್ರಾಮಾಭಿವೃದ್ಧಿ ಯೋಜನೆಯ ಕಾರ್ಯಕ್ಷೇತ್ರ ಮಾನುಂಗಲು ಬಳಿ ಇರುವ ಸಮುದಾಯ ಆರೋಗ್ಯ ಕೇಂದ್ರದಲ್ಲಿ ನೂತನ ಒಪಿಡಿ ಕೊಠಡಿಯನ್ನು ಉದ್ಘಾಟಿಸಲಾಯಿತು. ಆರೋಗ್ಯಾಧಿಕಾರಿ ಡಾ.ಗಿರೀಶ್ ಕೊಠಡಿ ಉದ್ಘಾಟಿಸಿ ಮಾತನಾಡಿ, ಗ್ರಾಮೀಣ ಭಾಗದ ಜನರಿಗೆ ಉತ್ತಮ ಆರೋಗ್ಯ ಸೇವೆ ಒದಗಿಸುವುದು ನಮ್ಮ ಉದ್ದೇಶ. ಆಸ್ಪತ್ರೆಗೆ ಬರುವ ರೋಗಿಗಳಿಗೆ ಇನ್ನಷ್ಟು ಅನುಕೂಲವಾಗಲಿದೆ. ಧರ್ಮಸ್ಥಳ ಸಂಸ್ಥೆಯ ಈ ಸಹಕಾರ ಶ್ಲಾಘನೀಯ ಎಂದರು. ಈ ಸಂದರ್ಭದಲ್ಲಿ ವೈದ್ಯರು, ಸಿಬ್ಬಂದಿ, ಯೋಜನೆಯ ಅಧಿಕಾರಿಗಳು ಹಾಗೂ ಸ್ಥಳೀಯರು ಉಪಸ್ಥಿತರಿದ್ದರು.: [694, 1371, 984, 1447]
- bottom-left-box: [606, 1782, 788, 2008]
- sidebar-text-3: [44, 756, 268, 1122]
- prani-box: [940, 572, 1300, 772]
- divider-row-1: [288, 437, 1308, 439]
- gomala-title: ಗೋಮಾಳ ರಕ್ಷಣೆಗೆ ತಹಶೀಲ್ದಾರ್‌ಗೆ ಮನವಿ: [336, 1338, 634, 1364]
- divider-row-3: [288, 1330, 1308, 1331]
- bottom-right-dateline: ಹೊಸದುರ್ಗ:: [816, 1779, 858, 1790]
- logo-emblem-icon: [86, 56, 116, 86]
- opd-photo: [842, 1534, 984, 1662]
- registration-marks-1: [128, 2100, 188, 2112]
- quote-icon: [1166, 788, 1196, 818]
- weather-icon: [800, 40, 870, 104]
- min-temp: 22: [925, 62, 965, 95]
- olameesalati-text: [696, 1118, 1302, 1322]
- olameesalati-title: ಒಳಮೀಸಲಾತಿ ಜಾರಿಗೆ ಒತ್ತಾಯಿಸಿ ಪಾದಯಾತ್ರೆ: [769, 1078, 1223, 1114]
- bottom-right-headline: ಬಿಸಿಯೂಟ ಸಿಬ್ಬಂದಿಗೆ ಸೌಲಭ್ಯ: [880, 1723, 1238, 1767]
- saulabhya-text: [1004, 1370, 1302, 1662]
- prani-subhead: ತಾತ್ಕಾಲಿಕ ಸಿಸಿ ಕ್ಯಾಮೆರಾ ಅಳವಡಿಕೆಗೆ ಕ್ರಮವಹಿಸಿ:: [948, 683, 1095, 694]
- min-temp-label: ಕನಿಷ್ಠ: [937, 48, 955, 59]
- sidebar-body-3: ದೊಡ್ಡೇರಿಯ ಕಾಟಲಿಂಗೇಶ್ವರ ಸ್ವಾಮಿಯ ಜಾತ್ರಾ ಮಹೋತ್ಸವ ಆರಂಭವಾಗಿದ್ದು ಮಾ.9 ರವರೆಗೆ ನಡೆಯಲಿದೆ. ಸೋಮವಾರ ದೇವರ ಗಂಗಾ ಪೂಜೆ, ಕಂಕಣ ಧಾರಣೆ ನೆರವೇರಿತು. ಮಾ.6 ರಂದು ರಥೋತ್ಸವ, ಮಾ.7 ರಂದು ಓಕುಳಿ ನಡೆಯಲಿದೆ. ಜಾತ್ರೆಯ ಅಂಗವಾಗಿ ಪ್ರತಿದಿನ ರಾತ್ರಿ ಸಾಂಸ್ಕೃತಿಕ ಕಾರ್ಯಕ್ರಮಗಳು, ಭಜನೆ ಹಾಗೂ ನಾಟಕ ಪ್ರದರ್ಶನ ಏರ್ಪಡಿಸಲಾಗಿದೆ. ಭಕ್ತಾದಿಗಳು ಹೆಚ್ಚಿನ ಸಂಖ್ಯೆಯಲ್ಲಿ ಭಾಗವಹಿಸಿ ದೇವರ ಕೃಪೆಗೆ ಪಾತ್ರರಾಗಬೇಕು ಎಂದು ಜಾತ್ರಾ ಸಮಿತಿ ಪ್ರಕಟಣೆಯಲ್ಲಿ ತಿಳಿಸಿದೆ.: [44, 757, 268, 846]
- divider-mid-2: [680, 1336, 681, 1664]
- logo-text: ಹೊಸದಿಗಂತ: [118, 52, 240, 87]
